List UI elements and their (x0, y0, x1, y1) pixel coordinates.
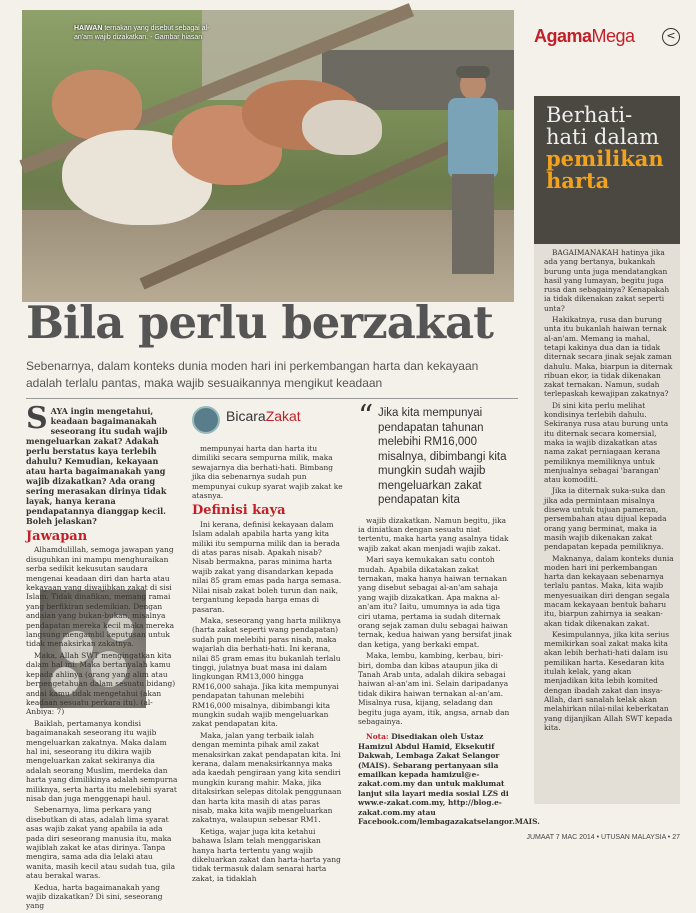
pull-quote-text: Jika kita mempunyai pendapatan tahunan melebihi RM16,000 misalnya, dibimbangi kita mungkin sudah wajib mengeluarkan zakat pendapatan kita (378, 407, 507, 506)
back-arrow-icon: < (662, 28, 680, 46)
sidebar-article (534, 96, 680, 804)
body-paragraph: mempunyai harta dan harta itu dimiliki secara sempurna milik, maka sewajarnya dia berhati-hati. Bimbang jika dia sebenarnya sudah pun mempunyai cukup syarat wajib zakat ke atasnya. (192, 444, 343, 501)
column-logo-text: BicaraZakat (226, 408, 301, 424)
body-paragraph: Kedua, harta bagaimanakah yang wajib dizakatkan? Di sini, seseorang yang (26, 882, 163, 911)
body-paragraph: Alhamdulillah, semoga jawapan yang disuguhkan ini mampu menghuraikan serba sedikit kekusutan saudara mengenai keadaan diri dan harta atau kekayaan yang diwajibkan zakat di sisi Islam. Tidak dinafikan, memang ramai yang berfikiran sedemikian. Dengan andaian yang bukan-bukan, misalnya pendapatan mereka kecil maka mereka langsung mengambil keputusan untuk tidak menaksirkan zakatnya. (26, 545, 175, 649)
sidebar-body (544, 248, 674, 734)
author-note (358, 732, 540, 827)
pull-quote (358, 399, 514, 508)
column-logo (192, 406, 344, 436)
caption-bold: HAIWAN (74, 25, 103, 32)
section-name-bold: Agama (534, 26, 592, 46)
sidebar-title: Berhati-hati dalam (546, 103, 659, 149)
feature-photo (22, 10, 514, 302)
drop-cap: S (26, 401, 48, 436)
caption-credit: - Gambar hiasan (150, 34, 203, 41)
sidebar-paragraph: BAGAIMANAKAH hatinya jika ada yang bertanya, bukankah burung unta juga mendatangkan hasil yang lumayan, begitu juga rusa dan sebagainya? Kenapakah ia tidak dikenakan zakat seperti unta? (544, 248, 670, 313)
divider (26, 398, 518, 399)
sidebar-title-accent: pemilikan harta (546, 146, 664, 193)
sidebar-paragraph: Jika ia diternak suka-suka dan jika ada permintaan misalnya disewa untuk tujuan pameran, persembahan atau dijual kepada orang yang berminat, maka ia masih wajib dikenakan zakat pendapatan kepada pemiliknya. (544, 486, 667, 552)
subheading-answer: Jawapan (26, 529, 88, 544)
note-text: Disediakan oleh Ustaz Hamizul Abdul Hamid, Eksekutif Dakwah, Lembaga Zakat Selangor (MAIS). Sebarang pertanyaan sila emailkan kepada hamizul@e-zakat.com.my dan untuk maklumat lanjut sila layari media sosial LZS di www.e-zakat.com.my, http://blog.e-zakat.com.my atau Facebook.com/lembagazakatselangor.MAIS. (358, 732, 540, 827)
section-label (534, 26, 635, 47)
page-footer: JUMAAT 7 MAC 2014 • UTUSAN MALAYSIA • 27 (526, 834, 680, 841)
sidebar-paragraph: Hakikatnya, rusa dan burung unta itu bukanlah haiwan ternak al-an'am. Memang ia mahal, tetapi kakinya dua dan ia tidak diternak secara jinak sejak zaman dahulu. Maka, biarpun ia diternak ribuan ekor, ia tidak dikenakan zakat ternakan. Namun, sudah terlepaskah kewajipan zakatnya? (544, 315, 673, 399)
body-paragraph: Ini kerana, definisi kekayaan dalam Islam adalah apabila harta yang kita miliki itu sempurna milik dan ia berada di atas paras nisab. Apakah nisab? Nisab bermakna, paras minima harta wajib zakat yang disandarkan kepada nilai 85 gram emas pada harga semasa. Nilai nisab zakat boleh turun dan naik, tergantung kepada harga emas di pasaran. (192, 519, 342, 614)
body-paragraph: Mari saya kemukakan satu contoh mudah. Apabila dikatakan zakat ternakan, maka hanya haiwan ternakan yang disebut sebagai al-an'am sahaja yang wajib dizakatkan. Apa makna al-an'am itu? Iaitu, umumnya ia ada tiga ciri utama, pertama ia sudah diternak orang sejak zaman dulu sebagai haiwan ternak, kedua haiwan yang bersifat jinak dan ketiga, yang berkaki empat. (358, 555, 512, 649)
body-paragraph: Ketiga, wajar juga kita ketahui bahawa Islam telah menggariskan hanya harta tertentu yang wajib dikeluarkan zakat dan harta-harta yang tidak termasuk dalam senarai harta zakat, ia tidaklah (192, 826, 341, 883)
body-paragraph: Maka, jalan yang terbaik ialah dengan meminta pihak amil zakat menaksirkan zakat pendapatan kita. Ini kerana, dalam menaksirkannya maka ada kaedah pengiraan yang kita sendiri mungkin kurang mahir. Maka, jika ditaksirkan selepas ditolak penggunaan dan harta kita masih di atas paras nisab, maka kita wajib mengeluarkan zakatnya, walaupun sebesar RM1. (192, 730, 342, 825)
question-lead (26, 401, 178, 526)
photo-farmer (442, 70, 502, 280)
photo-cow (302, 100, 382, 155)
photo-caption (74, 24, 224, 42)
article-deck: Sebenarnya, dalam konteks dunia moden hari ini perkembangan harta dan kekayaan adalah terlalu pantas, maka wajib sesuaikannya mengikut keadaan (26, 359, 479, 390)
note-label: Nota: (366, 732, 389, 742)
body-paragraph: Maka, lembu, kambing, kerbau, biri-biri, domba dan kibas ataupun jika di Tanah Arab unta, adalah dikira sebagai haiwan al-an'am ini. Selain daripadanya tidak dikira haiwan ternakan al-an'am. Misalnya rusa, kijang, seladang dan begitu juga ayam, itik, angsa, arnab dan sebagainya. (358, 651, 510, 727)
sidebar-paragraph: Kesimpulannya, jika kita serius memikirkan soal zakat maka kita akan lebih berhati-hati dalam isu pemilikan harta. Kesedaran kita itulah kelak, yang akan menjadikan kita lebih komited dengan ibadah zakat dan insya-Allah, dari sanalah kelak akan melahirkan nilai-nilai keberkatan yang dijanjikan Allah SWT kepada kita. (544, 629, 673, 732)
subheading-definisi: Definisi kaya (192, 503, 286, 519)
article-column-1 (26, 401, 178, 913)
article-column-3 (358, 399, 540, 829)
body-paragraph: Sebenarnya, lima perkara yang disebutkan di atas, adalah lima syarat asas wajib zakat yang apabila ia ada pada diri seseorang manusia itu, maka wajiblah zakat ke atas dirinya. Tanpa mengira, sama ada dia lelaki atau wanita, masih kecil atau sudah tua, gila atau berakal waras. (26, 805, 176, 881)
bicara-zakat-logo-icon (192, 406, 220, 434)
quote-mark-icon: “ (358, 399, 374, 434)
body-paragraph: Baiklah, pertamanya kondisi bagaimanakah seseorang itu wajib mengeluarkan zakatnya. Maka dalam hal ini, seseorang itu dikira wajib mengeluarkan zakat sekiranya dia adalah seorang Muslim, merdeka dan harta yang dimilikinya adalah sempurna miliknya, serta harta itu melebihi syarat nisab dan juga menggenapi haul. (26, 718, 178, 803)
sidebar-paragraph: Maknanya, dalam konteks dunia moden hari ini perkembangan harta dan kekayaan sebenarnya terlalu pantas. Maka, kita wajib menyesuaikan diri dengan segala macam kekayaan bentuk baharu itu, biarpun zahirnya ia seakan-akan tidak dikenakan zakat. (544, 553, 674, 628)
caption-text: ternakan yang disebut sebagai al-an'am wajib dizakatkan. (74, 25, 210, 41)
sidebar-paragraph: Di sini kita perlu melihat kondisinya terlebih dahulu. Sekiranya rusa atau burung unta itu diternak secara komersial, maka ia wajib dizakatkan atas nama zakat perniagaan kerana pemiliknya memiliknya untuk menjualnya sebagai 'barangan' atau komoditi. (544, 400, 669, 485)
page-title: Bila perlu berzakat (26, 296, 493, 349)
question-text: AYA ingin mengetahui, keadaan bagaimanakah seseorang itu sudah wajib mengeluarkan zakat? Adakah perlu berstatus kaya terlebih dahulu? Kemudian, kekayaan atau harta bagaimanakah yang wajib dizakatkan? Ada orang sering merasakan dirinya tidak layak, hanya kerana pendapatannya dianggap kecil. Boleh jelaskan? (26, 406, 168, 526)
sidebar-header (534, 96, 680, 244)
body-paragraph: Maka, Allah SWT mengingatkan kita dalam hal ini: Maka bertanyalah kamu kepada ahlinya (orang yang alim atau berpengetahuan dalam sesuatu bidang) andai kamu tidak mengetahui (akan keadaan sesuatu perkara itu). (al-Anbiya: 7) (26, 650, 176, 717)
body-paragraph: wajib dizakatkan. Namun begitu, jika ia diniatkan dengan sesuatu niat tertentu, maka harta yang asalnya tidak wajib zakat akan menjadi wajib zakat. (358, 515, 509, 553)
body-paragraph: Maka, seseorang yang harta miliknya (harta zakat seperti wang pendapatan) sudah pun melebihi paras nisab, maka wajarlah dia berhati-hati. Ini kerana, nilai 85 gram emas itu bukanlah terlalu tinggi, julatnya buat masa ini dalam lingkungan RM13,000 hingga RM16,000 sahaja. Jika kita mempunyai pendapatan tahunan melebihi RM16,000 misalnya, dibimbangi kita mungkin sudah wajib mengeluarkan zakat pendapatan kita. (192, 615, 341, 729)
article-column-2 (192, 406, 344, 885)
section-name-light: Mega (591, 26, 635, 46)
